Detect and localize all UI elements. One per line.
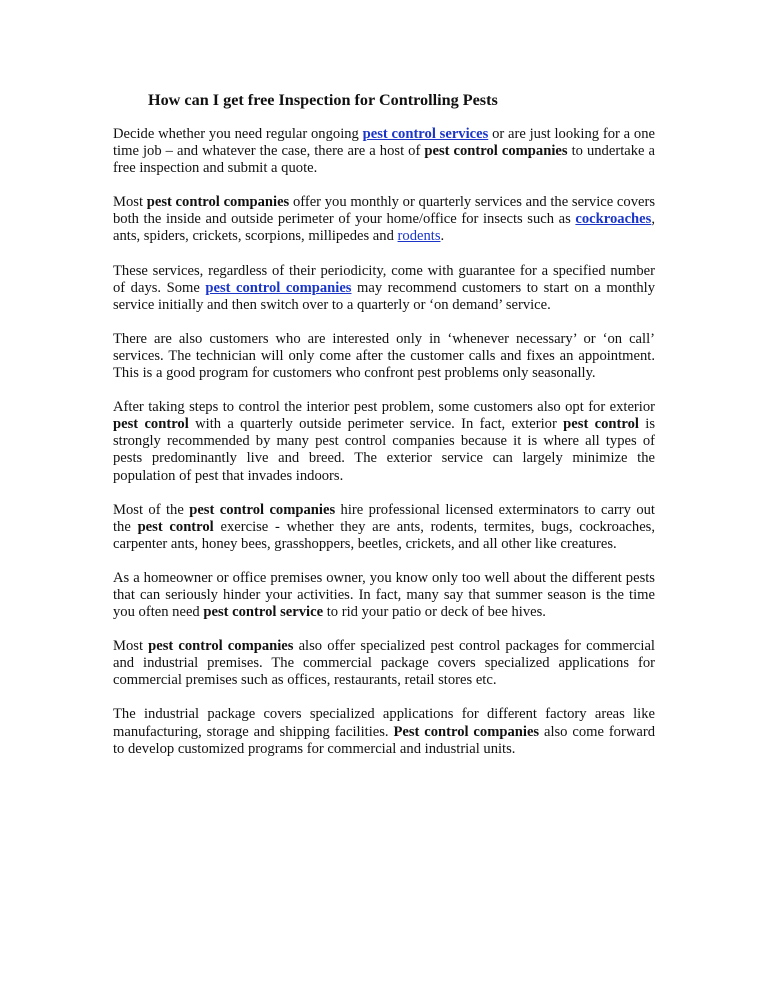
hyperlink[interactable]: rodents: [397, 228, 441, 245]
document-title: How can I get free Inspection for Controlling Pests: [148, 91, 498, 109]
hyperlink[interactable]: pest control companies: [205, 279, 352, 296]
paragraph: [113, 570, 655, 621]
text-run: Most: [113, 194, 147, 211]
text-run: After taking steps to control the interior pest problem, some customers also opt for exterior: [113, 399, 655, 416]
text-run: Most of the: [113, 501, 190, 518]
paragraph: [113, 399, 655, 484]
bold-keyword: pest control: [563, 416, 639, 433]
text-run: , ants, spiders, crickets, scorpions, millipedes and: [113, 211, 655, 245]
text-run: also come forward to develop customized programs for commercial and industrial units.: [113, 723, 656, 757]
text-run: with a quarterly outside perimeter service. In fact, exterior: [188, 416, 564, 433]
bold-keyword: pest control companies: [189, 501, 336, 518]
bold-keyword: Pest control companies: [393, 723, 540, 740]
text-run: The industrial package covers specialized applications for different factory areas like manufacturing, storage and shipping facilities.: [113, 706, 655, 740]
paragraph: [113, 502, 655, 553]
text-run: offer you monthly or quarterly services and the service covers both the inside and outside perimeter of your home/office for insects such as: [113, 194, 656, 228]
text-run: These services, regardless of their periodicity, come with guarantee for a specified number of days. Some: [113, 262, 655, 296]
text-run: hire professional licensed exterminators to carry out the: [113, 501, 655, 535]
text-run: to undertake a free inspection and submit a quote.: [113, 143, 656, 177]
bold-keyword: pest control companies: [146, 194, 290, 211]
text-run: exercise - whether they are ants, rodents, termites, bugs, cockroaches, carpenter ants, honey bees, grasshoppers, beetles, crickets, and all other like creatures.: [113, 518, 655, 552]
paragraph: [113, 638, 655, 689]
text-run: .: [440, 228, 445, 245]
paragraph: [113, 194, 655, 245]
text-run: may recommend customers to start on a monthly service initially and then switch over to a quarterly or ‘on demand’ service.: [113, 279, 655, 313]
document-page: [113, 90, 655, 775]
paragraph: [113, 706, 655, 757]
paragraph: [113, 331, 655, 382]
paragraph: [113, 126, 655, 177]
paragraph: [113, 263, 655, 314]
text-run: or are just looking for a one time job – and whatever the case, there are a host of: [113, 126, 655, 160]
bold-keyword: pest control: [137, 518, 214, 535]
text-run: As a homeowner or office premises owner, you know only too well about the different pests that can seriously hinder your activities. In fact, many say that summer season is the time you often need: [113, 569, 655, 621]
bold-keyword: pest control companies: [148, 638, 294, 655]
hyperlink[interactable]: pest control services: [362, 126, 489, 142]
document-body: [113, 126, 655, 758]
text-run: is strongly recommended by many pest control companies because it is where all types of pests predominantly live and breed. The exterior service can largely minimize the population of pest that invades indoors.: [113, 416, 656, 484]
text-run: Decide whether you need regular ongoing: [113, 126, 363, 142]
hyperlink[interactable]: cockroaches: [575, 211, 652, 228]
text-run: to rid your patio or deck of bee hives.: [323, 604, 546, 621]
text-run: There are also customers who are interested only in ‘whenever necessary’ or ‘on call’ services. The technician will only come after the customer calls and fixes an appointment. This is a good program for customers who confront pest problems only seasonally.: [113, 330, 655, 382]
bold-keyword: pest control: [113, 416, 189, 433]
bold-keyword: pest control companies: [424, 143, 568, 160]
bold-keyword: pest control service: [203, 604, 324, 621]
text-run: Most: [113, 638, 149, 655]
text-run: also offer specialized pest control packages for commercial and industrial premises. The commercial package covers specialized applications for commercial premises such as offices, restaurants, retail stores etc.: [113, 638, 655, 689]
